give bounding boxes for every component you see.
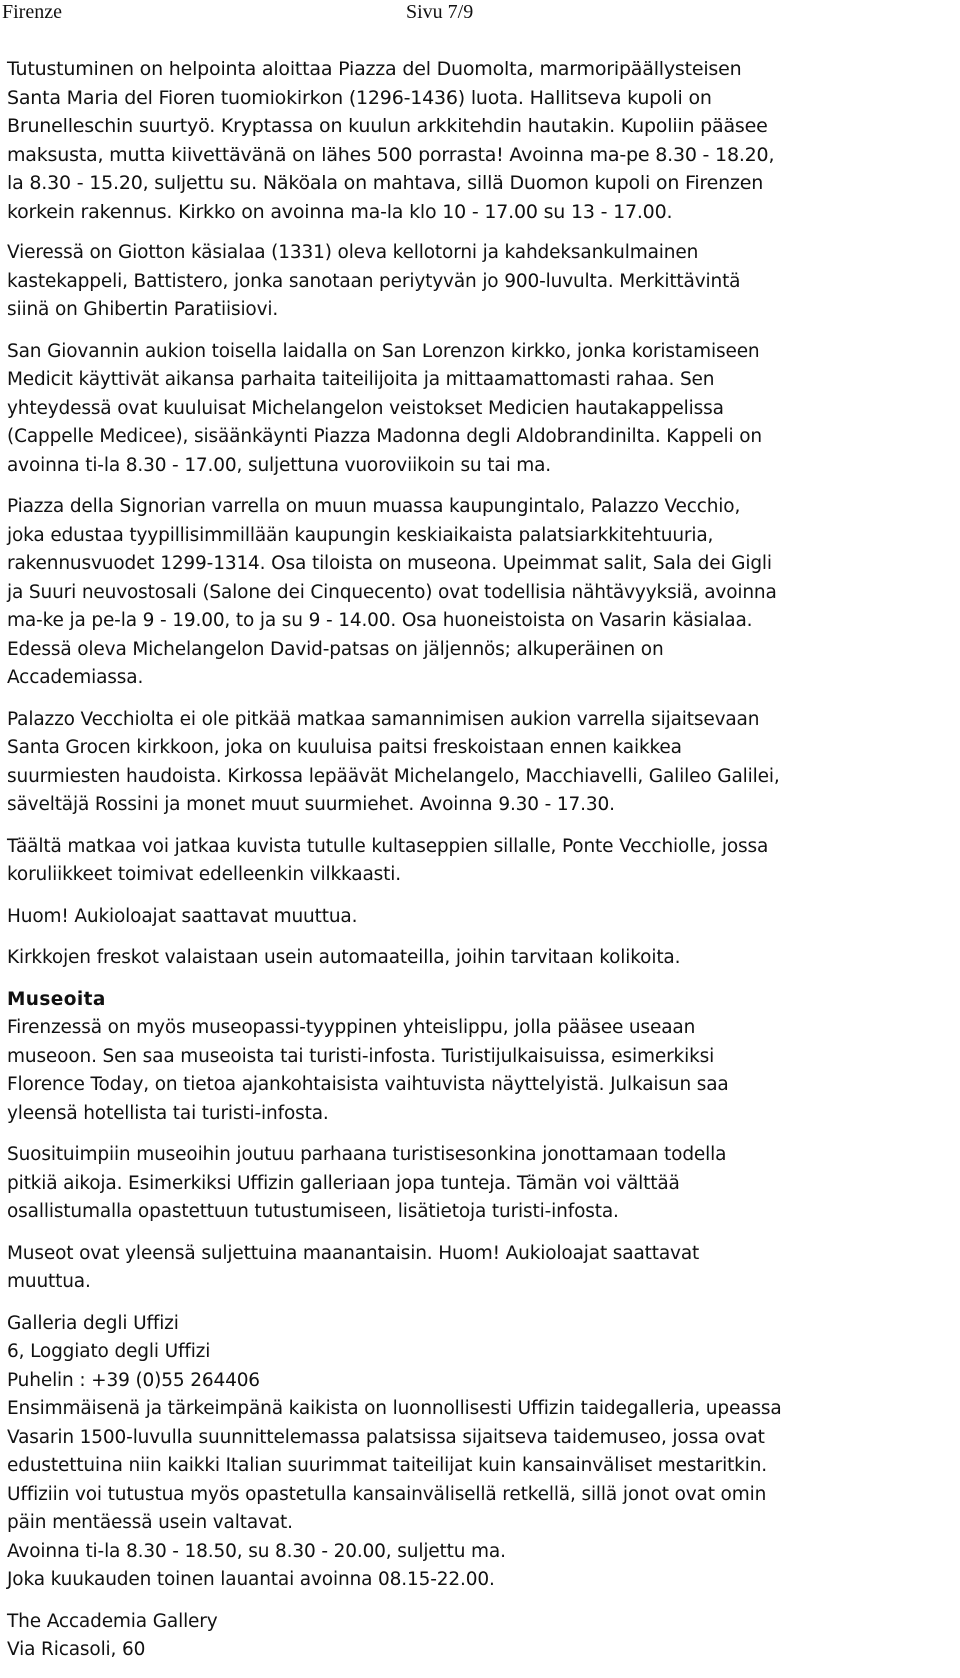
page-number: Sivu 7/9	[406, 1, 474, 23]
document-body	[7, 55, 957, 1678]
paragraph-santa-croce: Palazzo Vecchiolta ei ole pitkää matkaa samannimisen aukion varrella sijaitsevaan Santa Grocen kirkkoon, joka on kuuluisa paitsi freskoistaan ennen kaikkea suurmiesten haudoista. Kirkossa lepäävät Michelangelo, Macchiavelli, Galileo Galilei, säveltäjä Rossini ja monet muut suurmiehet. Avoinna 9.30 - 17.30.	[7, 708, 780, 815]
uffizi-hours: Avoinna ti-la 8.30 - 18.50, su 8.30 - 20.00, suljettu ma.	[7, 1540, 506, 1562]
paragraph-signoria: Piazza della Signorian varrella on muun muassa kaupungintalo, Palazzo Vecchio, joka edustaa tyypillisimmillään kaupungin keskiaikaista palatsiarkkitehtuuria, rakennusvuodet 1299-1314. Osa tiloista on museona. Upeimmat salit, Sala dei Gigli ja Suuri neuvostosali (Salone dei Cinquecento) ovat todellisia nähtävyyksiä, avoinna ma-ke ja pe-la 9 - 19.00, to ja su 9 - 14.00. Osa huoneistoista on Vasarin käsialaa. Edessä oleva Michelangelon David-patsas on jäljennös; alkuperäinen on Accademiassa.	[7, 496, 777, 688]
section-heading-museums: Museoita	[7, 988, 106, 1010]
accademia-name: The Accademia Gallery	[7, 1610, 218, 1632]
paragraph-san-lorenzo: San Giovannin aukion toisella laidalla on San Lorenzon kirkko, jonka koristamiseen Medicit käyttivät aikansa parhaita taiteilijoita ja mittaamattomasti rahaa. Sen yhteydessä ovat kuuluisat Michelangelon veistokset Medicien hautakappelissa (Cappelle Medicee), sisäänkäynti Piazza Madonna degli Aldobrandinilta. Kappeli on avoinna ti-la 8.30 - 17.00, suljettuna vuoroviikoin su tai ma.	[7, 340, 763, 476]
accademia-entry	[7, 1608, 957, 1665]
uffizi-description: Ensimmäisenä ja tärkeimpänä kaikista on luonnollisesti Uffizin taidegalleria, upeassa Vasarin 1500-luvulla suunnittelemassa palatsissa sijaitseva taidemuseo, jossa ovat edustettuina niin kaikki Italian suurimmat taiteilijat kuin kansainväliset mestaritkin. Uffiziin voi tutustua myös opastetulla kansainvälisellä retkellä, sillä jonot ovat omin päin mentäessä usein valtavat.	[7, 1398, 782, 1533]
paragraph-duomo: Tutustuminen on helpointa aloittaa Piazza del Duomolta, marmoripäällysteisen Santa Maria del Fioren tuomiokirkon (1296-1436) luota. Hallitseva kupoli on Brunelleschin suurtyö. Kryptassa on kuulun arkkitehdin hautakin. Kupoliin pääsee maksusta, mutta kiivettävänä on lähes 500 porrasta! Avoinna ma-pe 8.30 - 18.20, la 8.30 - 15.20, suljettu su. Näköala on mahtava, sillä Duomon kupoli on Firenzen korkein rakennus. Kirkko on avoinna ma-la klo 10 - 17.00 su 13 - 17.00.	[7, 58, 775, 223]
paragraph-opening-hours-note: Huom! Aukioloajat saattavat muuttua.	[7, 905, 358, 927]
paragraph-museums-closed: Museot ovat yleensä suljettuina maanantaisin. Huom! Aukioloajat saattavat muuttua.	[7, 1242, 700, 1292]
uffizi-phone: Puhelin : +39 (0)55 264406	[7, 1369, 260, 1391]
document-title: Firenze	[2, 1, 62, 23]
uffizi-name: Galleria degli Uffizi	[7, 1312, 179, 1334]
paragraph-giotto: Vieressä on Giotton käsialaa (1331) oleva kellotorni ja kahdeksankulmainen kastekappeli, Battistero, jonka sanotaan periytyvän jo 900-luvulta. Merkittävintä siinä on Ghibertin Paratiisiovi.	[7, 242, 741, 320]
paragraph-frescoes: Kirkkojen freskot valaistaan usein automaateilla, joihin tarvitaan kolikoita.	[7, 947, 681, 968]
paragraph-ponte-vecchio: Täältä matkaa voi jatkaa kuvista tutulle kultaseppien sillalle, Ponte Vecchiolle, jossa koruliikkeet toimivat edelleenkin vilkkaasti.	[7, 835, 769, 885]
museums-section	[7, 986, 957, 1129]
uffizi-entry	[7, 1310, 957, 1595]
accademia-address: Via Ricasoli, 60	[7, 1639, 146, 1660]
uffizi-address: 6, Loggiato degli Uffizi	[7, 1341, 211, 1362]
paragraph-popular-museums: Suosituimpiin museoihin joutuu parhaana turistisesonkina jonottamaan todella pitkiä aikoja. Esimerkiksi Uffizin galleriaan jopa tunteja. Tämän voi välttää osallistumalla opastettuun tutustumiseen, lisätietoja turisti-infosta.	[7, 1144, 727, 1222]
uffizi-saturday-hours: Joka kuukauden toinen lauantai avoinna 08.15-22.00.	[7, 1569, 495, 1590]
paragraph-museum-pass: Firenzessä on myös museopassi-tyyppinen yhteislippu, jolla pääsee useaan museoon. Sen saa museoista tai turisti-infosta. Turistijulkaisuissa, esimerkiksi Florence Today, on tietoa ajankohtaisista vaihtuvista näyttelyistä. Julkaisun saa yleensä hotellista tai turisti-infosta.	[7, 1017, 729, 1124]
